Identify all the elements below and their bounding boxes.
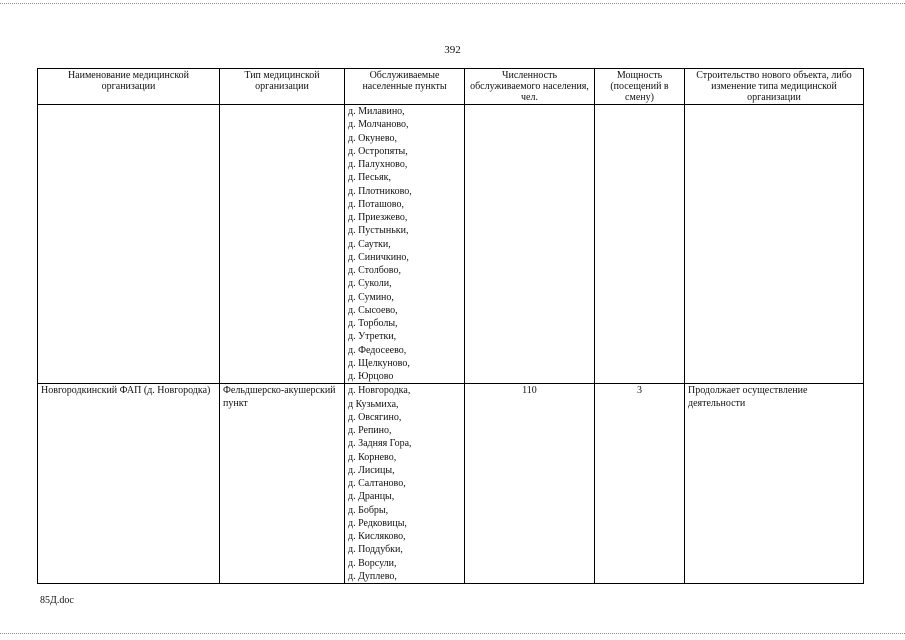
place-item: д. Поташово,: [348, 198, 404, 210]
place-item: д. Молчаново,: [348, 119, 409, 131]
place-item: д. Корнево,: [348, 451, 397, 463]
table-row: [38, 384, 864, 584]
place-item: д. Ворсули,: [348, 557, 397, 569]
table-row: [38, 105, 864, 384]
place-item: д. Юрцово: [348, 371, 394, 382]
place-item: д. Торболы,: [348, 318, 398, 329]
scan-edge-top: [0, 3, 905, 4]
header-population: Численность обслуживаемого населения, чел.: [465, 69, 595, 105]
place-item: д. Остропяты,: [348, 145, 408, 157]
place-item: д. Пустыньки,: [348, 225, 409, 237]
header-served-places: Обслуживаемые населенные пункты: [345, 69, 465, 105]
place-item: д. Новгородка,: [348, 385, 411, 397]
place-item: д. Саутки,: [348, 238, 391, 250]
place-item: д. Утретки,: [348, 331, 397, 343]
construction-cell: Продолжает осуществление деятельности: [685, 384, 864, 584]
page-number: 392: [444, 44, 461, 56]
place-item: д. Кисляково,: [348, 531, 406, 542]
place-item: д. Щелкуново,: [348, 357, 410, 369]
place-item: д. Дуплево,: [348, 570, 397, 582]
place-item: д. Окунево,: [348, 132, 397, 144]
header-construction: Строительство нового объекта, либо изменение типа медицинской организации: [685, 69, 864, 105]
header-organization-name: Наименование медицинской организации: [38, 69, 220, 105]
place-item: д. Редковицы,: [348, 517, 407, 529]
place-item: д. Овсягино,: [348, 411, 402, 423]
place-item: д. Бобры,: [348, 504, 389, 516]
place-item: д. Плотниково,: [348, 185, 412, 197]
place-item: д. Палухново,: [348, 159, 408, 170]
capacity-cell: [595, 105, 685, 384]
construction-cell: [685, 105, 864, 384]
place-item: д. Поддубки,: [348, 544, 403, 556]
population-cell: 110: [465, 384, 595, 584]
header-capacity: Мощность (посещений в смену): [595, 69, 685, 105]
place-item: д. Милавино,: [348, 106, 405, 117]
place-item: д Кузьмиха,: [348, 398, 399, 410]
place-item: д. Сумино,: [348, 291, 394, 303]
place-item: д. Сысоево,: [348, 304, 398, 316]
population-cell: [465, 105, 595, 384]
medical-organizations-table: [37, 68, 864, 584]
table-header-row: [38, 69, 864, 105]
place-item: д. Репино,: [348, 425, 392, 436]
place-item: д. Салтаново,: [348, 478, 406, 489]
organization-name-cell: [38, 105, 220, 384]
place-item: д. Лисицы,: [348, 464, 395, 476]
footer-filename: 85Д.doc: [40, 595, 74, 606]
scan-edge-bottom: [0, 633, 905, 634]
capacity-cell: 3: [595, 384, 685, 584]
place-item: д. Дранцы,: [348, 491, 395, 503]
served-places-cell: [345, 384, 465, 584]
served-places-cell: [345, 105, 465, 384]
organization-type-cell: [220, 105, 345, 384]
header-organization-type: Тип медицинской организации: [220, 69, 345, 105]
place-item: д. Песьяк,: [348, 172, 391, 184]
place-item: д. Синичкино,: [348, 251, 409, 263]
place-item: д. Приезжево,: [348, 212, 408, 223]
place-item: д. Суколи,: [348, 278, 392, 290]
organization-type-cell: Фельдшерско-акушерский пункт: [220, 384, 345, 584]
place-item: д. Федосеево,: [348, 344, 407, 356]
organization-name-cell: Новгородкинский ФАП (д. Новгородка): [38, 384, 220, 584]
place-item: д. Задняя Гора,: [348, 438, 412, 450]
place-item: д. Столбово,: [348, 265, 401, 276]
